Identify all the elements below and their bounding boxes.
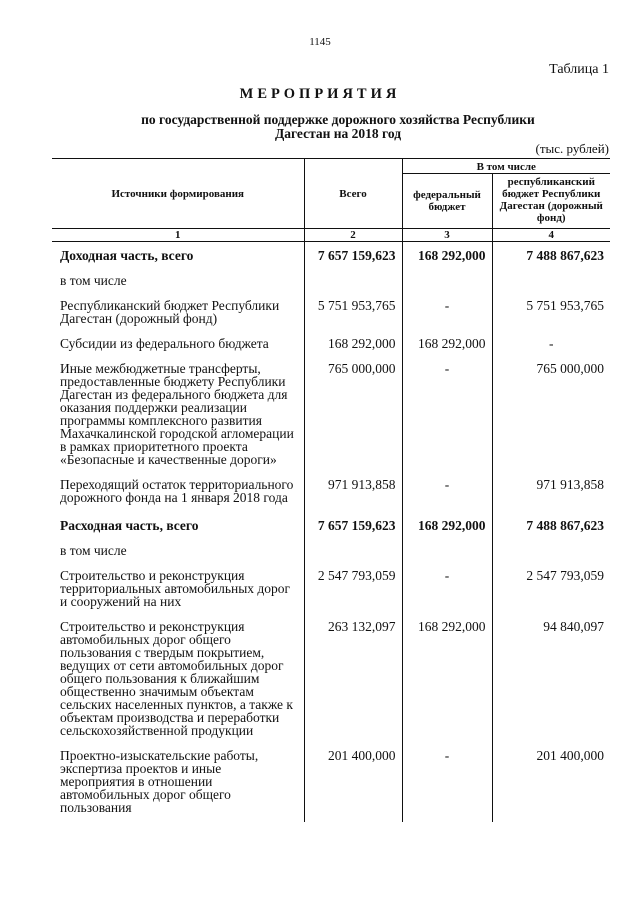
column-numbers-row <box>52 229 610 242</box>
row-total: 201 400,000 <box>304 745 402 822</box>
row-republic: - <box>492 333 610 358</box>
table-row <box>52 512 610 540</box>
row-republic: 5 751 953,765 <box>492 295 610 333</box>
row-total: 7 657 159,623 <box>304 512 402 540</box>
row-republic: 765 000,000 <box>492 358 610 474</box>
header-total: Всего <box>304 159 402 229</box>
row-total: 7 657 159,623 <box>304 242 402 271</box>
row-republic: 201 400,000 <box>492 745 610 822</box>
row-source: Республиканский бюджет Республики Дагестан (дорожный фонд) <box>60 298 280 326</box>
row-source: в том числе <box>60 543 127 558</box>
row-source: Доходная часть, всего <box>60 248 194 263</box>
table-label: Таблица 1 <box>549 62 609 77</box>
row-federal <box>402 540 492 565</box>
table-row <box>52 270 610 295</box>
units-label: (тыс. рублей) <box>535 141 609 156</box>
row-republic: 971 913,858 <box>492 474 610 512</box>
row-federal: - <box>402 358 492 474</box>
row-republic <box>492 540 610 565</box>
row-federal: 168 292,000 <box>402 333 492 358</box>
row-republic: 7 488 867,623 <box>492 242 610 271</box>
row-source: Субсидии из федерального бюджета <box>60 336 269 351</box>
row-republic <box>492 270 610 295</box>
row-federal: - <box>402 745 492 822</box>
row-total: 971 913,858 <box>304 474 402 512</box>
row-federal: 168 292,000 <box>402 242 492 271</box>
row-source: в том числе <box>60 273 127 288</box>
row-total: 168 292,000 <box>304 333 402 358</box>
row-source: Расходная часть, всего <box>60 518 199 533</box>
table-row <box>52 242 610 271</box>
table-row <box>52 295 610 333</box>
column-number: 2 <box>304 229 402 242</box>
row-republic: 7 488 867,623 <box>492 512 610 540</box>
row-federal: 168 292,000 <box>402 512 492 540</box>
row-federal: - <box>402 295 492 333</box>
document-subtitle: по государственной поддержке дорожного хозяйства Республики Дагестан на 2018 год <box>141 112 535 141</box>
header-source: Источники формирования <box>52 159 304 229</box>
row-total: 5 751 953,765 <box>304 295 402 333</box>
table-header <box>52 159 610 242</box>
row-total <box>304 540 402 565</box>
row-federal <box>402 270 492 295</box>
row-source: Иные межбюджетные трансферты, предоставленные бюджету Республики Дагестан из федерального бюджета для оказания поддержки реализации программы комплексного развития Махачкалинской городской агломерации в рамках приоритетного проекта «Безопасные и качественные дороги» <box>60 361 294 467</box>
row-federal: 168 292,000 <box>402 616 492 745</box>
header-federal: федеральный бюджет <box>402 174 492 229</box>
table-row <box>52 333 610 358</box>
measures-table <box>52 158 610 822</box>
header-republic: республиканский бюджет Республики Дагестан (дорожный фонд) <box>492 174 610 229</box>
row-source: Строительство и реконструкция территориальных автомобильных дорог и сооружений на них <box>60 568 291 609</box>
row-republic: 94 840,097 <box>492 616 610 745</box>
row-total <box>304 270 402 295</box>
table-row <box>52 565 610 616</box>
row-total: 765 000,000 <box>304 358 402 474</box>
row-republic: 2 547 793,059 <box>492 565 610 616</box>
column-number: 3 <box>402 229 492 242</box>
document-title: МЕРОПРИЯТИЯ <box>239 86 401 102</box>
row-source: Проектно-изыскательские работы, экспертиза проектов и иные мероприятия в отношении автомобильных дорог общего пользования <box>60 748 259 815</box>
header-including: В том числе <box>402 159 610 174</box>
table-body <box>52 242 610 823</box>
table-row <box>52 745 610 822</box>
page-number: 1145 <box>309 36 331 48</box>
table-row <box>52 474 610 512</box>
row-federal: - <box>402 474 492 512</box>
table-row <box>52 616 610 745</box>
row-source: Строительство и реконструкция автомобильных дорог общего пользования с твердым покрытием, ведущих от сети автомобильных дорог общего пользования к ближайшим общественно значимым объектам сельских населенных пунктов, а также к объектам производства и переработки сельскохозяйственной продукции <box>60 619 293 738</box>
table-row <box>52 358 610 474</box>
row-source: Переходящий остаток территориального дорожного фонда на 1 января 2018 года <box>60 477 294 505</box>
table-row <box>52 540 610 565</box>
row-total: 2 547 793,059 <box>304 565 402 616</box>
row-federal: - <box>402 565 492 616</box>
column-number: 1 <box>52 229 304 242</box>
row-total: 263 132,097 <box>304 616 402 745</box>
column-number: 4 <box>492 229 610 242</box>
